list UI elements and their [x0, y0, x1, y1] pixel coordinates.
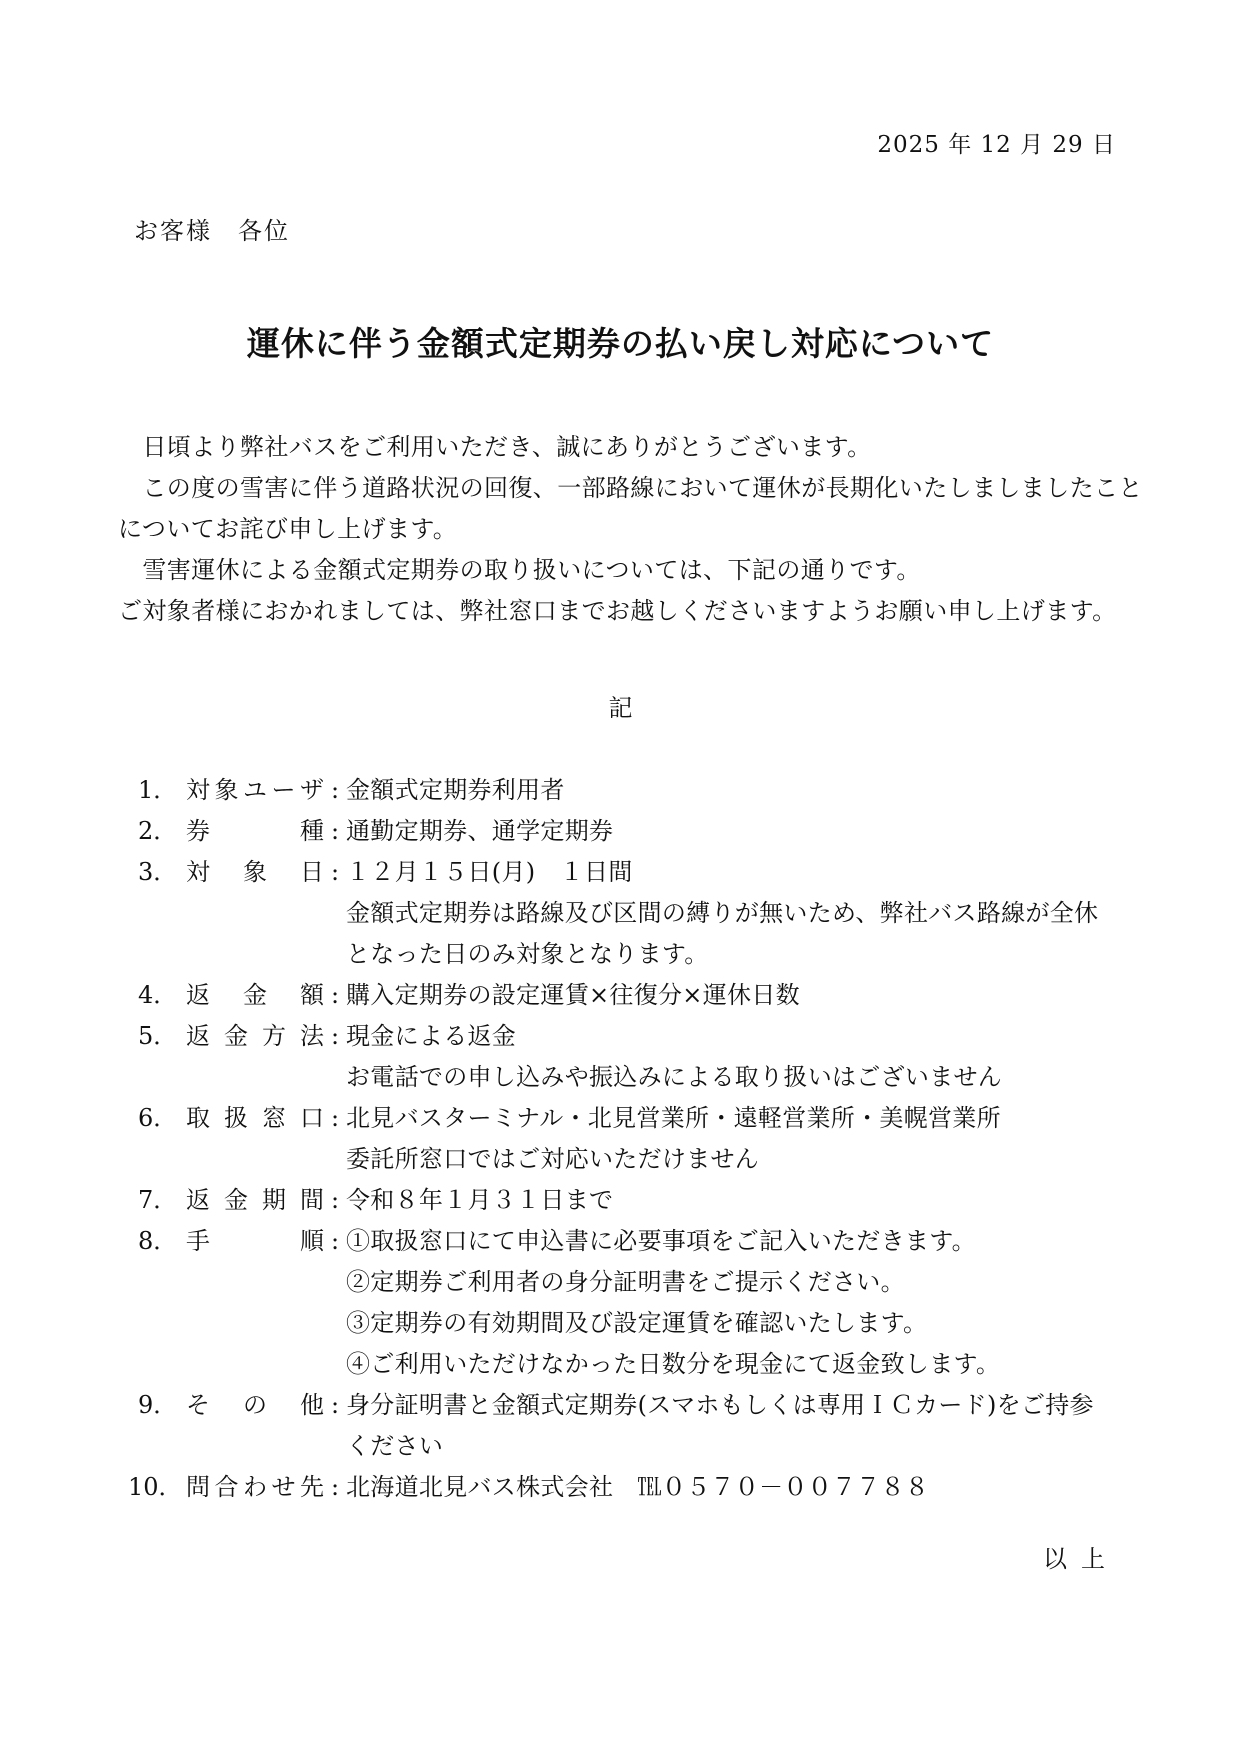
item-value-line: ②定期券ご利用者の身分証明書をご提示ください。	[346, 1268, 905, 1296]
item-label: 取 扱 窓 口	[186, 1104, 324, 1132]
item-value-line: 身分証明書と金額式定期券(スマホもしくは専用ＩＣカード)をご持参	[346, 1391, 1094, 1419]
item-value-line: 通勤定期券、通学定期券	[346, 817, 614, 845]
item-number: 7．	[138, 1186, 178, 1214]
list-item	[138, 1180, 1138, 1221]
item-value-line: 現金による返金	[346, 1022, 517, 1050]
body-line: についてお詫び申し上げます。	[118, 515, 458, 543]
item-colon: :	[330, 1104, 340, 1132]
item-value-line: 北見バスターミナル・北見営業所・遠軽営業所・美幌営業所	[346, 1104, 1001, 1132]
recipient: お客様 各位	[134, 217, 290, 245]
item-value	[346, 1221, 1138, 1385]
item-colon: :	[330, 1473, 340, 1501]
document-date: 2025 年 12 月 29 日	[877, 132, 1116, 158]
item-label: そ の 他	[186, 1391, 324, 1419]
item-list	[128, 770, 1138, 1508]
body-text	[118, 427, 1143, 632]
item-number: 2．	[138, 817, 178, 845]
item-value-line: １２月１５日(月) １日間	[346, 858, 633, 886]
item-number: 5．	[138, 1022, 178, 1050]
list-item	[138, 1016, 1138, 1098]
document-title: 運休に伴う金額式定期券の払い戻し対応について	[246, 324, 995, 363]
item-number: 6．	[138, 1104, 178, 1132]
item-value	[346, 1467, 1138, 1508]
item-number: 9．	[138, 1391, 178, 1419]
ki-heading: 記	[608, 694, 633, 722]
list-item	[138, 1385, 1138, 1467]
item-colon: :	[330, 858, 340, 886]
item-value-line: お電話での申し込みや振込みによる取り扱いはございません	[346, 1063, 1003, 1091]
item-value	[346, 770, 1138, 811]
item-label: 問 合 わ せ 先	[186, 1473, 324, 1501]
item-colon: :	[330, 776, 340, 804]
item-value-line: 金額式定期券は路線及び区間の縛りが無いため、弊社バス路線が全休	[346, 899, 1099, 927]
item-value-line: ①取扱窓口にて申込書に必要事項をご記入いただきます。	[346, 1227, 976, 1255]
item-value	[346, 1180, 1138, 1221]
item-label: 返 金 方 法	[186, 1022, 324, 1050]
item-colon: :	[330, 1227, 340, 1255]
item-value-line: ③定期券の有効期間及び設定運賃を確認いたします。	[346, 1309, 928, 1337]
body-line: この度の雪害に伴う道路状況の回復、一部路線において運休が長期化いたしましましたこと	[118, 474, 1143, 502]
item-value	[346, 852, 1138, 975]
item-value	[346, 811, 1138, 852]
body-line: 雪害運休による金額式定期券の取り扱いについては、下記の通りです。	[118, 556, 921, 584]
list-item	[138, 1098, 1138, 1180]
item-value-line: 購入定期券の設定運賃×往復分×運休日数	[346, 981, 800, 1009]
list-item	[138, 1221, 1138, 1385]
list-item	[128, 1467, 1138, 1508]
item-value	[346, 1098, 1138, 1180]
item-value-line: ください	[346, 1432, 444, 1460]
list-item	[138, 975, 1138, 1016]
item-label: 返 金 額	[186, 981, 324, 1009]
item-label: 券 種	[186, 817, 324, 845]
item-colon: :	[330, 817, 340, 845]
body-line: ご対象者様におかれましては、弊社窓口までお越しくださいますようお願い申し上げます。	[118, 597, 1117, 625]
item-label: 対 象 ユ ー ザ	[186, 776, 324, 804]
item-value-line: 委託所窓口ではご対応いただけません	[346, 1145, 760, 1173]
item-value-line: 北海道北見バス株式会社 ℡０５７０－００７７８８	[346, 1473, 930, 1501]
item-number: 4．	[138, 981, 178, 1009]
item-value-line: 令和８年１月３１日まで	[346, 1186, 614, 1214]
list-item	[138, 811, 1138, 852]
item-number: 3．	[138, 858, 178, 886]
list-item	[138, 852, 1138, 975]
item-label: 手 順	[186, 1227, 324, 1255]
item-label: 返 金 期 間	[186, 1186, 324, 1214]
item-colon: :	[330, 1391, 340, 1419]
item-colon: :	[330, 1022, 340, 1050]
item-value	[346, 1385, 1138, 1467]
item-number: 8．	[138, 1227, 178, 1255]
body-line: 日頃より弊社バスをご利用いただき、誠にありがとうございます。	[118, 433, 872, 461]
item-colon: :	[330, 981, 340, 1009]
item-value-line: ④ご利用いただけなかった日数分を現金にて返金致します。	[346, 1350, 1001, 1378]
item-number: 1．	[138, 776, 178, 804]
item-colon: :	[330, 1186, 340, 1214]
closing-mark: 以上	[1043, 1545, 1119, 1573]
item-value	[346, 1016, 1138, 1098]
item-label: 対 象 日	[186, 858, 324, 886]
item-value-line: 金額式定期券利用者	[346, 776, 565, 804]
item-number: 10．	[128, 1473, 183, 1501]
item-value	[346, 975, 1138, 1016]
item-value-line: となった日のみ対象となります。	[346, 940, 709, 968]
list-item	[138, 770, 1138, 811]
